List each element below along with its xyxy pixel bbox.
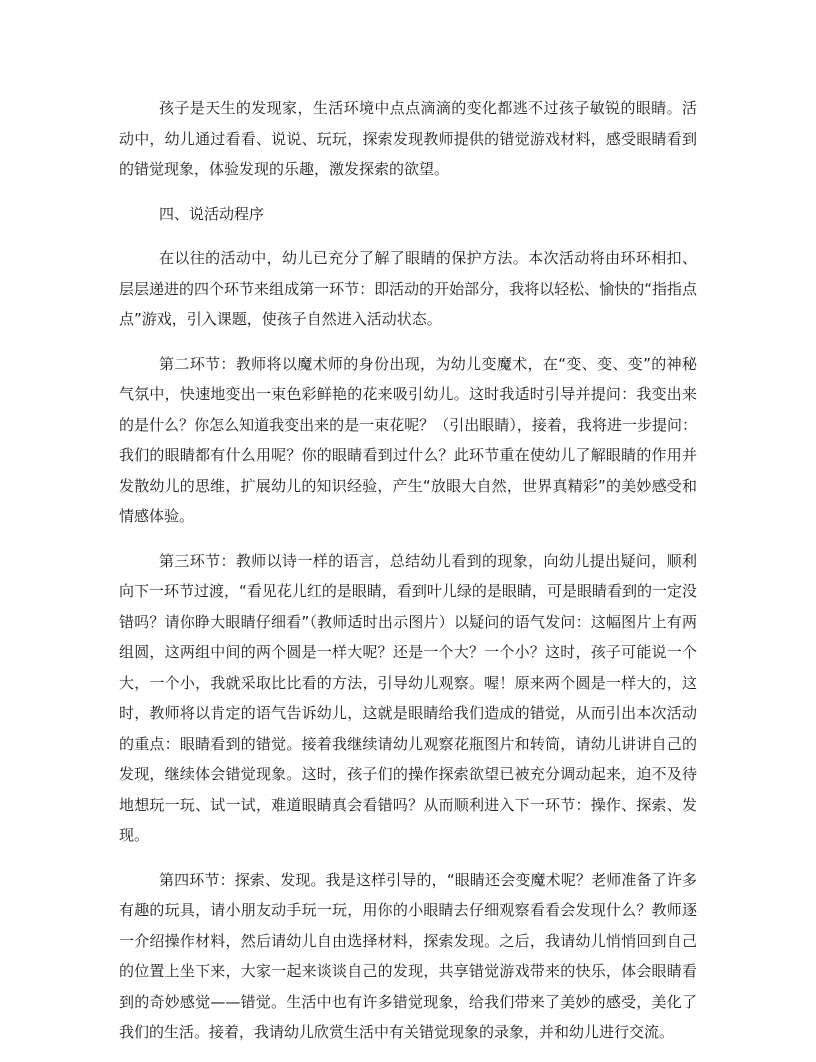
section-heading: 四、说活动程序	[159, 204, 265, 223]
paragraph-stage-four: 第四环节：探索、发现。我是这样引导的，“眼睛还会变魔术呢？老师准备了许多有趣的玩具，请小朋友动手玩一玩，用你的小眼睛去仔细观察看看会发现什么？教师逐一介绍操作材料，然后请幼儿自由选择材料，探索发现。之后，我请幼儿悄悄回到自己的位置上坐下来，大家一起来谈谈自己的发现，共享错觉游戏带来的快乐，体会眼睛看到的奇妙感觉——错觉。生活中也有许多错觉现象，给我们带来了美妙的感受，美化了我们的生活。接着，我请幼儿欣赏生活中有关错觉现象的录象，并和幼儿进行交流。	[119, 870, 697, 1041]
document-page	[119, 93, 697, 1062]
paragraph-stage-one: 在以往的活动中，幼儿已充分了解了眼睛的保护方法。本次活动将由环环相扣、层层递进的四个环节来组成第一环节：即活动的开始部分，我将以轻松、愉快的“指指点点”游戏，引入课题，使孩子自然进入活动状态。	[119, 249, 697, 328]
paragraph-intro: 孩子是天生的发现家，生活环境中点点滴滴的变化都逃不过孩子敏锐的眼睛。活动中，幼儿通过看看、说说、玩玩，探索发现教师提供的错觉游戏材料，感受眼睛看到的错觉现象，体验发现的乐趣，激发探索的欲望。	[119, 99, 697, 178]
paragraph-stage-two: 第二环节：教师将以魔术师的身份出现，为幼儿变魔术，在“变、变、变”的神秘气氛中，快速地变出一束色彩鲜艳的花来吸引幼儿。这时我适时引导并提问：我变出来的是什么？你怎么知道我变出来的是一束花呢？（引出眼睛），接着，我将进一步提问：我们的眼睛都有什么用呢？你的眼睛看到过什么？此环节重在使幼儿了解眼睛的作用并发散幼儿的思维，扩展幼儿的知识经验，产生“放眼大自然，世界真精彩”的美妙感受和情感体验。	[119, 354, 697, 525]
paragraph-stage-three: 第三环节：教师以诗一样的语言，总结幼儿看到的现象，向幼儿提出疑问，顺利向下一环节过渡，“看见花儿红的是眼睛，看到叶儿绿的是眼睛，可是眼睛看到的一定没错吗？请你睁大眼睛仔细看”（教师适时出示图片）以疑问的语气发问：这幅图片上有两组圆，这两组中间的两个圆是一样大呢？还是一个大？一个小？这时，孩子可能说一个大，一个小，我就采取比比看的方法，引导幼儿观察。喔！原来两个圆是一样大的，这时，教师将以肯定的语气告诉幼儿，这就是眼睛给我们造成的错觉，从而引出本次活动的重点：眼睛看到的错觉。接着我继续请幼儿观察花瓶图片和转筒，请幼儿讲讲自己的发现，继续体会错觉现象。这时，孩子们的操作探索欲望已被充分调动起来，迫不及待地想玩一玩、试一试，难道眼睛真会看错吗？从而顺利进入下一环节：操作、探索、发现。	[119, 551, 697, 844]
